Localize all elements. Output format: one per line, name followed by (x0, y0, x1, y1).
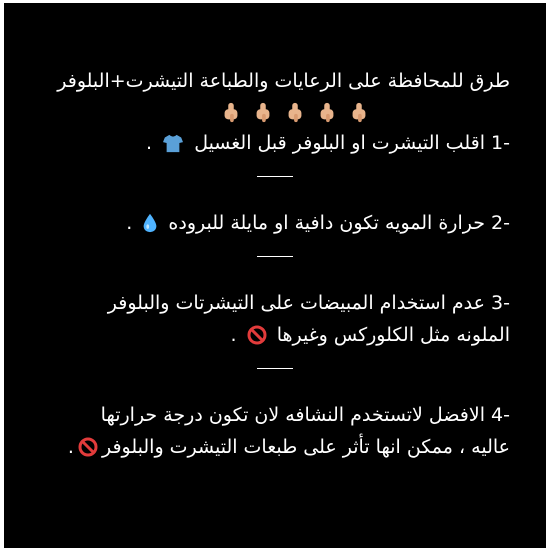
tip-end: . (230, 324, 237, 346)
tip-1 (40, 127, 510, 159)
tip-text: اقلب التيشرت او البلوفر قبل الغسيل (194, 132, 485, 154)
tshirt-icon (162, 133, 184, 153)
tip-end: . (67, 436, 74, 458)
droplet-icon (142, 213, 158, 233)
tip-4 (40, 399, 510, 463)
tip-text: عاليه ، ممكن انها تأثر على طبعات التيشرت والبلوفر (101, 436, 510, 458)
divider (257, 176, 293, 177)
tip-number: -1 (491, 132, 510, 154)
tip-number: -3 (491, 292, 510, 314)
prohibited-icon (247, 325, 267, 345)
prohibited-icon (78, 437, 98, 457)
hand-pointing-down-icon (284, 101, 306, 123)
hand-pointing-down-icon (316, 101, 338, 123)
tip-number: -4 (491, 404, 510, 426)
tip-3 (40, 287, 510, 351)
tip-text: عدم استخدام المبيضات على التيشرتات والبلوفر (107, 292, 485, 314)
divider (257, 256, 293, 257)
tip-text: الافضل لاتستخدم النشافه لان تكون درجة حرارتها (100, 404, 485, 426)
post-image (4, 3, 546, 548)
post-text (40, 65, 510, 463)
emoji-row (40, 97, 510, 127)
post-title: طرق للمحافظة على الرعايات والطباعة التيشرت+البلوفر (57, 70, 510, 92)
tip-end: . (146, 132, 153, 154)
tip-2 (40, 207, 510, 239)
tip-text: الملونه مثل الكلوركس وغيرها (276, 324, 510, 346)
hand-pointing-down-icon (348, 101, 370, 123)
hand-pointing-down-icon (220, 101, 242, 123)
tip-end: . (126, 212, 133, 234)
tip-text: حرارة المويه تكون دافية او مايلة للبروده (168, 212, 485, 234)
divider (257, 368, 293, 369)
tip-number: -2 (491, 212, 510, 234)
hand-pointing-down-icon (252, 101, 274, 123)
